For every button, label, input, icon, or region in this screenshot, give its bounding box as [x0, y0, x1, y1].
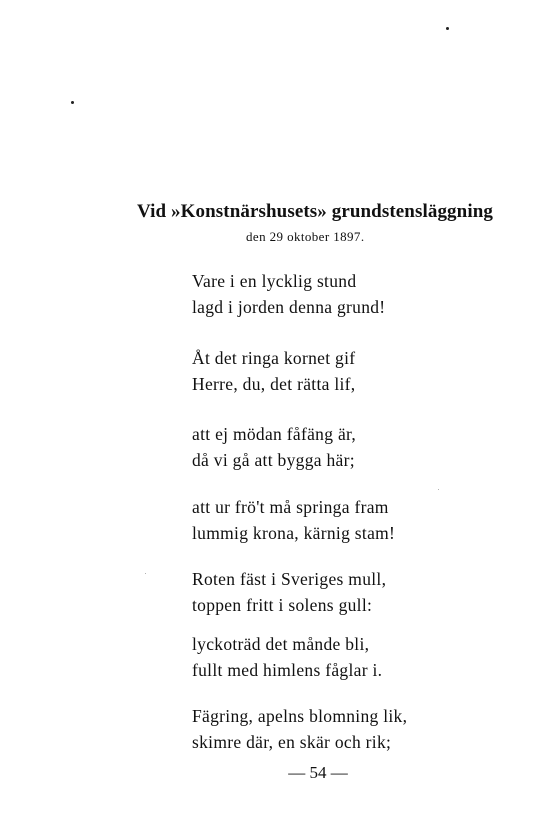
- verse-line: lyckoträd det månde bli,: [192, 634, 370, 654]
- verse-line: lummig krona, kärnig stam!: [192, 523, 396, 543]
- print-speck: [446, 27, 449, 30]
- stanza: [192, 631, 382, 683]
- verse-line: Herre, du, det rätta lif,: [192, 374, 356, 394]
- verse-line: fullt med himlens fåglar i.: [192, 660, 383, 680]
- stanza: [192, 566, 386, 618]
- stanza: [192, 268, 385, 320]
- verse-line: Roten fäst i Sveriges mull,: [192, 569, 387, 589]
- stanza: [192, 494, 395, 546]
- verse-line: Åt det ringa kornet gif: [192, 348, 356, 368]
- verse-line: Fägring, apelns blomning lik,: [192, 706, 408, 726]
- verse-line: Vare i en lycklig stund: [192, 271, 357, 291]
- verse-line: att ur frö't må springa fram: [192, 497, 389, 517]
- verse-line: lagd i jorden denna grund!: [192, 297, 386, 317]
- poem-title: Vid »Konstnärshusets» grundstensläggning: [137, 201, 493, 222]
- verse-line: toppen fritt i solens gull:: [192, 595, 373, 615]
- stanza: [192, 703, 407, 755]
- poem-subtitle: den 29 oktober 1897.: [246, 229, 365, 244]
- stanza: [192, 421, 356, 473]
- print-speck: [71, 101, 74, 104]
- stanza: [192, 345, 355, 397]
- print-speck: [438, 489, 439, 490]
- verse-line: då vi gå att bygga här;: [192, 450, 355, 470]
- print-speck: [145, 573, 146, 574]
- verse-line: skimre där, en skär och rik;: [192, 732, 392, 752]
- page-number: — 54 —: [288, 763, 348, 782]
- verse-line: att ej mödan fåfäng är,: [192, 424, 357, 444]
